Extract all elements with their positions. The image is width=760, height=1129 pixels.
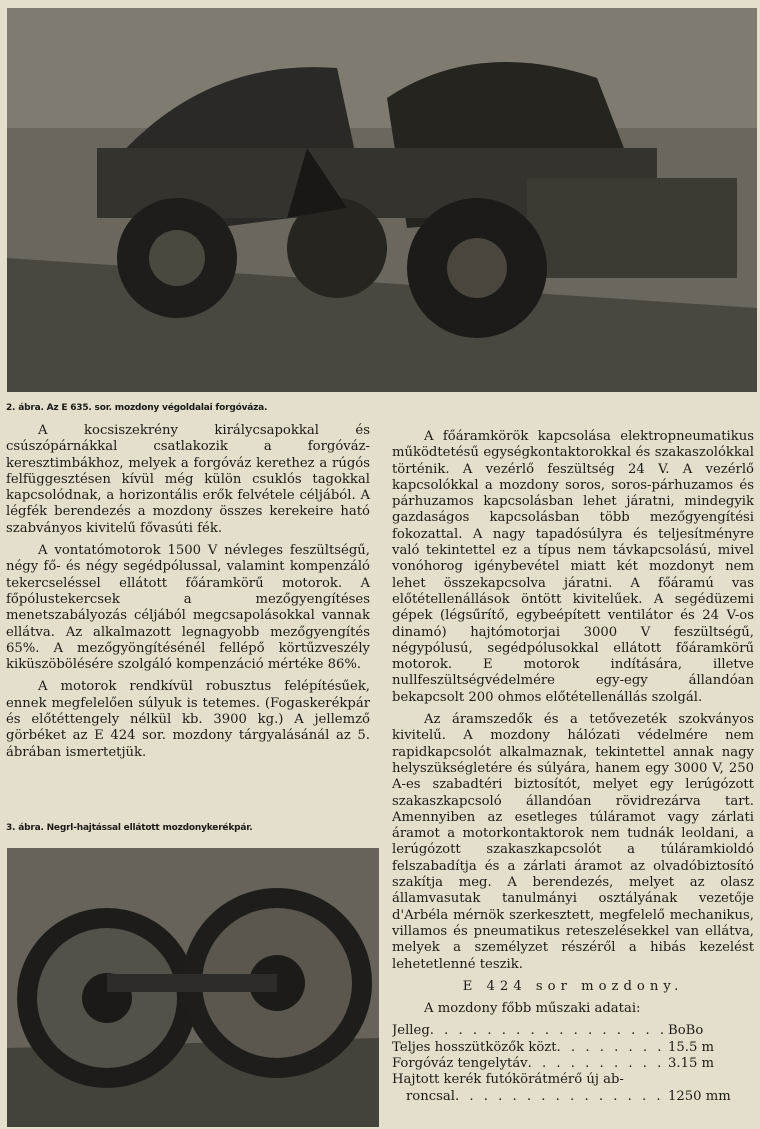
leader-dots [528,1056,666,1072]
spec-value: 1250 mm [668,1088,731,1104]
spec-label: Forgóváz tengelytáv [392,1055,528,1071]
figure2-caption: 2. ábra. Az E 635. sor. mozdony végoldalai forgóváza. [6,403,268,413]
bogie-photo [7,8,757,392]
bogie-photo-graphic [7,8,757,392]
figure3-caption: 3. ábra. Negrl-hajtással ellátott mozdonykerékpár. [6,823,253,833]
spec-value: 15.5 m [668,1039,715,1055]
spec-row-length [392,1040,754,1056]
leader-dots [430,1023,666,1039]
left-paragraph-1: A kocsiszekrény királycsapokkal és csúszópárnákkal csatlakozik a forgóváz-keresztimbákhoz, melyek a forgóváz kerethez a rúgós felfüggesztésen kívül még külön csuklós tagokkal kapcsolódnak, a horizontális erők felvétele céljából. A légfék berendezés a mozdony összes kerekeire ható szabványos kivitelű fővasúti fék. [6,423,370,536]
spec-value: BoBo [668,1023,704,1039]
right-paragraph-2: Az áramszedők és a tetővezeték szokványos kivitelű. A mozdony hálózati védelmére nem rapidkapcsolót alkalmaznak, tekintettel annak nagy helyszükségletére és súlyára, hanem egy 3000 V, 250 A-es szabadtéri biztosítót, melyet egy lerúgózott szakaszkapcsoló állandóan rövidrezárva tart. Amennyiben az esetleges túláramot vagy zárlati áramot a motorkontaktorok nem tudnák leoldani, a lerúgózott szakaszkapcsolót a túláramkioldó felszabadítja és a zárlati áramot az olvadóbiztosító szakítja meg. A berendezés, melyet az olasz államvasutak tanulmányi osztályának vezetője d'Arbéla mérnök szerkesztett, megfelelő mechanikus, villamos és pneumatikus reteszelésekkel van ellátva, melyek a személyzet részéről a hibás kezelést lehetetlenné teszik. [392,712,754,972]
spec-label: Teljes hosszütközők közt [392,1039,557,1055]
spec-row-bogie-wheelbase [392,1056,754,1072]
left-paragraph-3: A motorok rendkívül robusztus felépítésűek, ennek megfelelően súlyuk is tetemes. (Fogaskerékpár és előtéttengely nélkül kb. 3900 kg.) A jellemző görbéket az E 424 sor. mozdony tárgyalásánál az 5. ábrában ismertetjük. [6,679,370,760]
leader-dots [455,1089,666,1105]
right-column [392,429,754,1105]
spec-label: Hajtott kerék futókörátmérő új ab- [392,1072,624,1088]
left-paragraph-2: A vontatómotorok 1500 V névleges feszültségű, négy fő- és négy segédpólussal, valamint kompenzáló tekercseléssel ellátott főáramkörű motorok. A főpólustekercsek a mezőgyengítéses menetszabályozás céljából megcsapolásokkal vannak ellátva. Az alkalmazott legnagyobb mezőgyengítés 65%. A mezőgyöngítésénél fellépő körtűzveszély kiküszöbölésére szolgáló kompenzáció mértéke 86%. [6,543,370,673]
loco-title: E 424 sor mozdony. [462,978,684,994]
spec-label: roncsal [406,1088,455,1104]
spec-row-wheel-diameter [392,1072,754,1088]
spec-value: 3.15 m [668,1055,715,1071]
spec-label: Jelleg [392,1023,430,1039]
spec-row-type [392,1023,754,1039]
left-column [6,423,370,767]
wheelset-photo [7,848,379,1127]
right-paragraph-1: A főáramkörök kapcsolása elektropneumatikus működtetésű egységkontaktorokkal és szakaszolókkal történik. A vezérlő feszültség 24 V. A vezérlő kapcsolókkal a mozdony soros, soros-párhuzamos és párhuzamos kapcsolásban lehet járatni, mindegyik gazdaságos kapcsolásban több mezőgyengítési fokozattal. A nagy tapadósúlyra és teljesítményre való tekintettel ez a típus nem távkapcsolású, mivel vonóhorog igénybevétel miatt két mozdonyt nem lehet összekapcsolva járatni. A főáramú vas előtétellenállások öntött kivitelűek. A segédüzemi gépek (légsűrítő, egybeépített ventilátor és 24 V-os dinamó) hajtómotorjai 3000 V feszültségű, négypólusú, segédpólusokkal ellátott főáramkörű motorok. E motorok indítására, illetve nullfeszültségvédelmére egy-egy állandóan bekapcsolt 200 ohmos előtétellenállás szolgál. [392,429,754,705]
specs-heading: A mozdony főbb műszaki adatai: [424,1001,641,1017]
leader-dots [557,1040,666,1056]
wheelset-photo-graphic [7,848,379,1127]
spec-row-wheel-diameter-cont [392,1089,754,1105]
